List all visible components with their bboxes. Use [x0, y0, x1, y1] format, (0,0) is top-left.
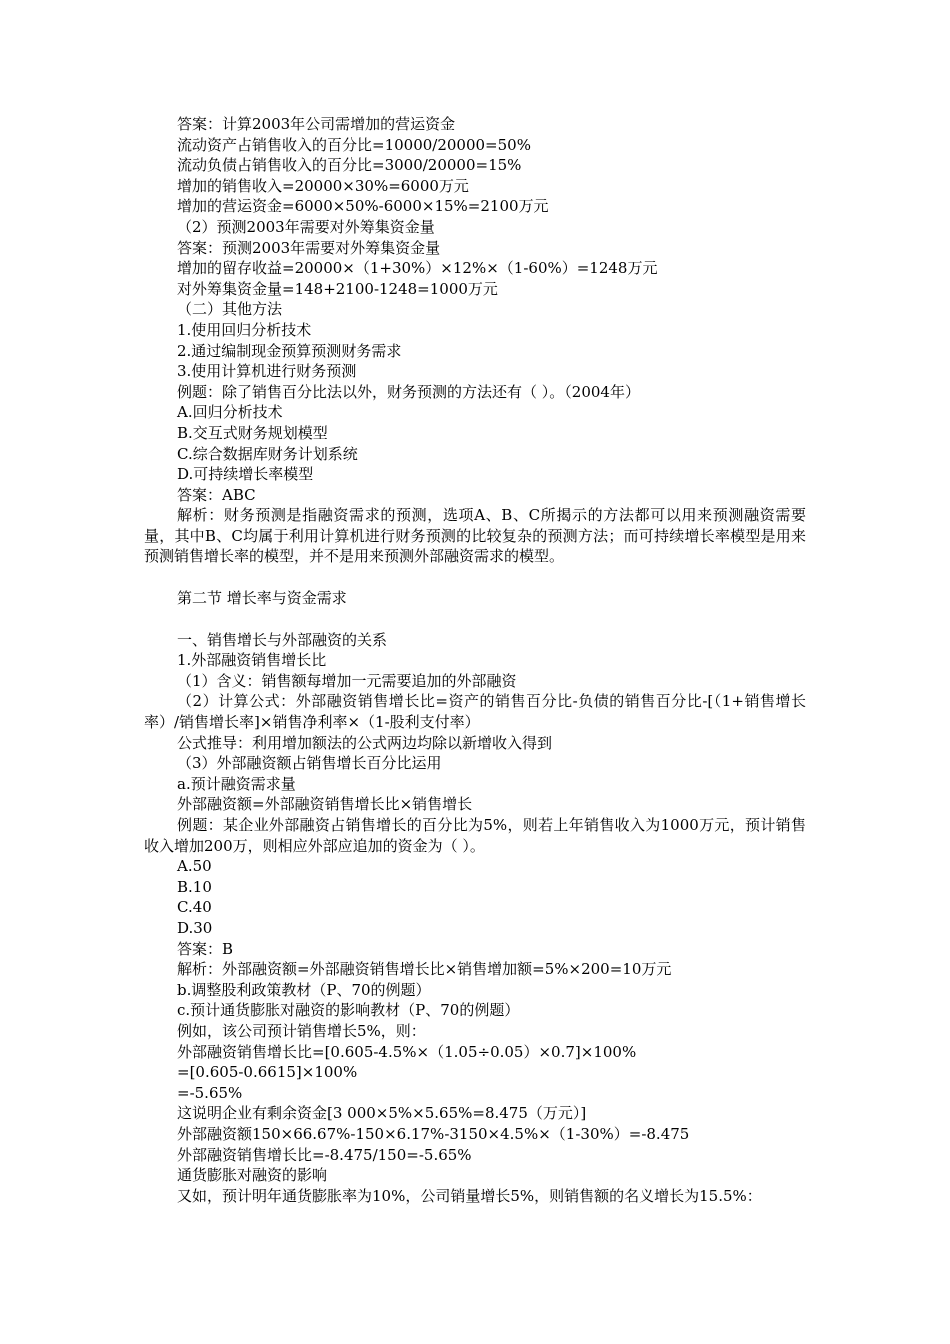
text-line: 外部融资销售增长比=[0.605-4.5%×（1.05÷0.05）×0.7]×100%: [177, 1042, 637, 1061]
text-line: A.回归分析技术: [177, 403, 283, 422]
text-line: 答案：预测2003年需要对外筹集资金量: [177, 238, 441, 257]
text-line: 增加的留存收益=20000×（1+30%）×12%×（1-60%）=1248万元: [177, 259, 658, 278]
text-line: 一、销售增长与外部融资的关系: [177, 630, 388, 649]
text-line: 例如，该公司预计销售增长5%，则：: [177, 1021, 426, 1040]
text-line: C.40: [177, 898, 212, 917]
text-line: （二）其他方法: [177, 300, 283, 319]
text-line: （2）预测2003年需要对外筹集资金量: [177, 217, 435, 236]
text-line: =[0.605-0.6615]×100%: [177, 1063, 358, 1082]
text-line: 公式推导：利用增加额法的公式两边均除以新增收入得到: [177, 733, 553, 752]
text-line: 3.使用计算机进行财务预测: [177, 362, 357, 381]
text-line: a.预计融资需求量: [177, 774, 296, 793]
blank-line: [144, 567, 806, 588]
text-line: 外部融资销售增长比=-8.475/150=-5.65%: [177, 1145, 472, 1164]
text-line: 例题：除了销售百分比法以外，财务预测的方法还有（ ）。（2004年）: [177, 382, 640, 401]
text-line: 解析：外部融资额=外部融资销售增长比×销售增加额=5%×200=10万元: [177, 960, 672, 979]
text-line: 流动资产占销售收入的百分比=10000/20000=50%: [177, 135, 531, 154]
document-body: [144, 114, 806, 1206]
text-line: 1.外部融资销售增长比: [177, 651, 327, 670]
text-line: 这说明企业有剩余资金[3 000×5%×5.65%=8.475（万元）]: [177, 1104, 587, 1123]
text-line: D.30: [177, 918, 213, 937]
text-line: 答案：计算2003年公司需增加的营运资金: [177, 115, 456, 133]
text-line: 通货膨胀对融资的影响: [177, 1166, 328, 1185]
text-line: （1）含义：销售额每增加一元需要追加的外部融资: [177, 671, 517, 690]
text-line: 2.通过编制现金预算预测财务需求: [177, 341, 402, 360]
text-line: D.可持续增长率模型: [177, 465, 314, 484]
text-line: 对外筹集资金量=148+2100-1248=1000万元: [177, 279, 498, 298]
section-heading: 第二节 增长率与资金需求: [177, 589, 347, 608]
text-paragraph: （2）计算公式：外部融资销售增长比=资产的销售百分比-负债的销售百分比-[（1+销售增长率）/销售增长率]×销售净利率×（1-股利支付率）: [144, 692, 806, 732]
text-line: 增加的销售收入=20000×30%=6000万元: [177, 176, 469, 195]
text-line: 外部融资额150×66.67%-150×6.17%-3150×4.5%×（1-30%）=-8.475: [177, 1124, 690, 1143]
text-line: B.交互式财务规划模型: [177, 423, 328, 442]
text-line: C.综合数据库财务计划系统: [177, 444, 358, 463]
text-paragraph: 解析：财务预测是指融资需求的预测，选项A、B、C所揭示的方法都可以用来预测融资需要量，其中B、C均属于利用计算机进行财务预测的比较复杂的预测方法；而可持续增长率模型是用来预测销售增长率的模型，并不是用来预测外部融资需求的模型。: [144, 506, 806, 566]
text-line: 增加的营运资金=6000×50%-6000×15%=2100万元: [177, 197, 549, 216]
text-line: 答案：B: [177, 939, 234, 958]
text-line: 外部融资额=外部融资销售增长比×销售增长: [177, 795, 473, 814]
text-line: 1.使用回归分析技术: [177, 320, 312, 339]
text-paragraph: 又如，预计明年通货膨胀率为10%，公司销量增长5%，则销售额的名义增长为15.5%：: [177, 1186, 762, 1205]
text-paragraph: 例题：某企业外部融资占销售增长的百分比为5%，则若上年销售收入为1000万元，预计销售收入增加200万，则相应外部应追加的资金为（ ）。: [144, 816, 806, 855]
text-line: =-5.65%: [177, 1083, 243, 1102]
text-line: （3）外部融资额占销售增长百分比运用: [177, 754, 442, 773]
text-line: A.50: [177, 857, 212, 876]
text-line: B.10: [177, 877, 212, 896]
text-line: 流动负债占销售收入的百分比=3000/20000=15%: [177, 156, 522, 175]
text-line: b.调整股利政策教材（P、70的例题）: [177, 980, 431, 999]
text-line: c.预计通货膨胀对融资的影响教材（P、70的例题）: [177, 1001, 520, 1020]
text-line: 答案：ABC: [177, 485, 256, 504]
blank-line: [144, 609, 806, 630]
